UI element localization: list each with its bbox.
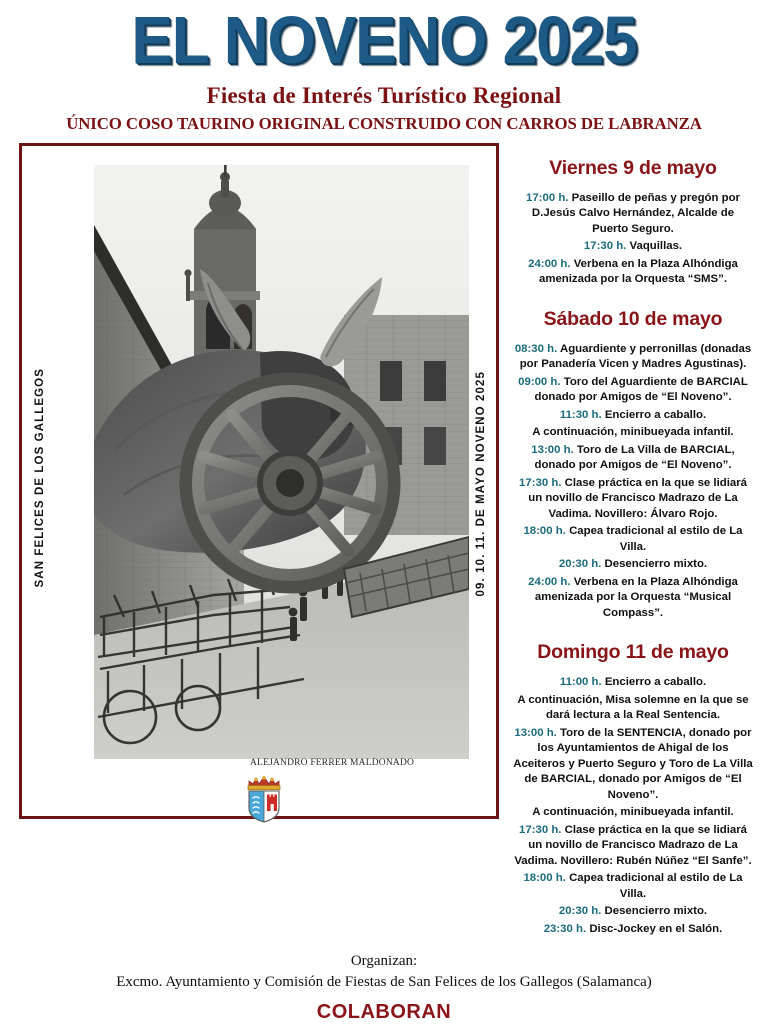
event-description: Aguardiente y perronillas (donadas por Panadería Vicen y Madres Agustinas).: [519, 342, 752, 371]
photo-artwork: [94, 165, 469, 759]
event-description: Toro de La Villa de BARCIAL, donado por Amigos de “El Noveno”.: [534, 443, 735, 472]
event-description: Capea tradicional al estilo de La Villa.: [569, 872, 743, 900]
schedule-event: [507, 239, 759, 255]
event-description: A continuación, Misa solemne en la que se dará lectura a la Real Sentencia.: [517, 693, 749, 722]
schedule-event: [507, 922, 759, 938]
event-time: 18:00 h.: [523, 872, 566, 885]
day-block: [507, 308, 759, 622]
schedule-event: [507, 693, 759, 724]
event-description: Vaquillas.: [629, 240, 683, 253]
event-time: 09:00 h.: [518, 375, 561, 388]
event-time: 11:00 h.: [559, 676, 602, 689]
day-heading: Domingo 11 de mayo: [537, 641, 729, 664]
day-block: [507, 157, 759, 288]
schedule-event: [507, 557, 759, 573]
event-description: Clase práctica en la que se lidiará un novillo de Francisco Madrazo de La Vadima. Novillero: Álvaro Rojo.: [528, 476, 747, 520]
event-description: Verbena en la Plaza Alhóndiga amenizada por la Orquesta “Musical Compass”.: [534, 575, 738, 619]
day-heading: Sábado 10 de mayo: [543, 307, 723, 330]
event-description: Disc-Jockey en el Salón.: [589, 922, 723, 935]
event-time: 17:30 h.: [519, 823, 562, 836]
schedule-event: [507, 375, 759, 406]
coat-of-arms-icon: [241, 772, 287, 824]
event-description: Encierro a caballo.: [604, 676, 707, 689]
collaborators-label: COLABORAN: [316, 1001, 452, 1024]
event-description: A continuación, minibueyada infantil.: [532, 806, 734, 819]
event-description: Paseillo de peñas y pregón por D.Jesús Calvo Hernández, Alcalde de Puerto Seguro.: [531, 191, 740, 235]
page-title: EL NOVENO 2025: [131, 3, 637, 78]
event-description: Toro del Aguardiente de BARCIAL donado por Amigos de “El Noveno”.: [534, 375, 748, 404]
poster-header: [0, 0, 768, 134]
event-description: A continuación, minibueyada infantil.: [532, 426, 734, 439]
event-time: 24:00 h.: [528, 575, 571, 588]
photo-credit: ALEJANDRO FERRER MALDONADO: [250, 757, 415, 768]
event-time: 17:30 h.: [519, 476, 562, 489]
event-description: Verbena en la Plaza Alhóndiga amenizada por la Orquesta “SMS”.: [539, 257, 738, 286]
festival-photograph: [94, 165, 469, 759]
event-description: Capea tradicional al estilo de La Villa.: [569, 525, 743, 553]
castle-icon: [267, 794, 277, 811]
event-time: 11:30 h.: [559, 408, 602, 421]
event-description: Toro de la SENTENCIA, donado por los Ayuntamientos de Ahigal de los Aceiteros y Puerto Seguro y Toro de La Villa de BARCIAL, donado por Amigos de “El Noveno”.: [513, 726, 753, 801]
vertical-label-town: SAN FELICES DE LOS GALLEGOS: [34, 367, 46, 588]
schedule-event: [507, 871, 759, 902]
schedule-event: [507, 342, 759, 373]
event-time: 20:30 h.: [558, 558, 602, 571]
event-description: Desencierro mixto.: [604, 558, 708, 571]
subtitle-secondary: ÚNICO COSO TAURINO ORIGINAL CONSTRUIDO CON CARROS DE LABRANZA: [66, 113, 702, 133]
coat-of-arms: [241, 772, 287, 824]
event-description: Desencierro mixto.: [604, 905, 708, 918]
day-heading: Viernes 9 de mayo: [549, 156, 717, 179]
schedule-event: [507, 191, 759, 238]
event-time: 24:00 h.: [528, 257, 571, 270]
event-time: 13:00 h.: [531, 443, 574, 456]
poster-main: [0, 143, 768, 940]
organizers-body: Excmo. Ayuntamiento y Comisión de Fiestas de San Felices de los Gallegos (Salamanca): [116, 974, 652, 991]
event-time: 18:00 h.: [523, 525, 566, 538]
event-time: 17:00 h.: [526, 191, 569, 204]
schedule-event: [507, 443, 759, 474]
poster-footer: [0, 953, 768, 1024]
schedule-event: [507, 805, 759, 821]
vertical-label-dates: 09. 10. 11. DE MAYO NOVENO 2025: [475, 370, 487, 597]
organizers-label: Organizan:: [350, 953, 418, 970]
event-time: 08:30 h.: [514, 342, 558, 355]
crown-icon: [248, 776, 280, 790]
event-description: Encierro a caballo.: [604, 408, 707, 421]
schedule-event: [507, 524, 759, 555]
event-time: 17:30 h.: [583, 240, 627, 253]
event-description: Clase práctica en la que se lidiará un novillo de Francisco Madrazo de La Vadima. Novillero: Rubén Núñez “El Sanfe”.: [514, 823, 752, 867]
photo-frame: [19, 143, 499, 819]
event-time: 20:30 h.: [558, 905, 602, 918]
schedule-event: [507, 904, 759, 920]
event-time: 13:00 h.: [514, 726, 557, 739]
schedule-event: [507, 425, 759, 441]
schedule-event: [507, 408, 759, 424]
schedule-event: [507, 726, 759, 804]
schedule-event: [507, 575, 759, 622]
subtitle-primary: Fiesta de Interés Turístico Regional: [206, 82, 562, 108]
schedule-event: [507, 476, 759, 523]
schedule-column: [507, 143, 759, 940]
schedule-event: [507, 257, 759, 288]
event-time: 23:30 h.: [543, 922, 587, 935]
schedule-event: [507, 823, 759, 870]
schedule-event: [507, 675, 759, 691]
